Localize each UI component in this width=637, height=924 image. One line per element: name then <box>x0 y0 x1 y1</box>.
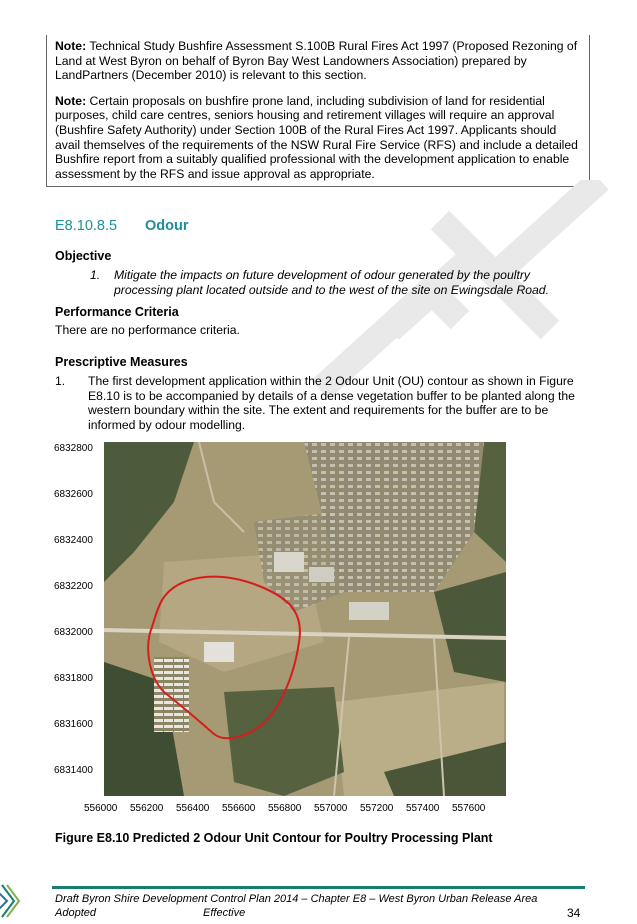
y-tick: 6831600 <box>54 719 93 730</box>
footer-status <box>55 907 585 919</box>
x-tick: 556200 <box>130 803 164 814</box>
prescriptive-item-text: The first development application within the 2 Odour Unit (OU) contour as shown in Figure E8.10 is to be accompanied by details of a dense vegetation buffer to be planted along the western boundary within the site. The extent and requirements for the buffer are to be informed by odour modelling. <box>88 374 575 432</box>
notes-box <box>46 35 590 187</box>
performance-text: There are no performance criteria. <box>55 323 240 337</box>
footer-adopted: Adopted <box>55 907 96 919</box>
performance-heading: Performance Criteria <box>55 305 179 319</box>
y-tick: 6832200 <box>54 581 93 592</box>
section-number: E8.10.8.5 <box>55 218 118 234</box>
objective-item-text: Mitigate the impacts on future development of odour generated by the poultry processing plant located outside and to the west of the site on Ewingsdale Road. <box>114 268 549 297</box>
x-tick: 557600 <box>452 803 486 814</box>
footer-rule <box>52 886 585 889</box>
x-tick: 557200 <box>360 803 394 814</box>
objective-item-number: 1. <box>90 268 101 282</box>
x-tick: 557000 <box>314 803 348 814</box>
council-logo-icon <box>0 881 22 921</box>
x-tick: 556000 <box>84 803 118 814</box>
y-tick: 6831800 <box>54 673 93 684</box>
x-tick: 556600 <box>222 803 256 814</box>
section-title: Odour <box>145 218 189 234</box>
note-bushfire-study: Note: Technical Study Bushfire Assessment S.100B Rural Fires Act 1997 (Proposed Rezoning of Land at West Byron on behalf of Byron Bay West Landowners Association) prepared by LandPartners (December 2010) is relevant to this section. <box>55 39 578 83</box>
x-tick: 557400 <box>406 803 440 814</box>
note-bushfire-approval: Note: Certain proposals on bushfire prone land, including subdivision of land for residential purposes, child care centres, seniors housing and retirement villages will require an approval (Bushfire Safety Authority) under Section 100B of the Rural Fires Act 1997. Applicants should avail themselves of the requirements of the NSW Rural Fire Service (RFS) and include a detailed Bushfire report from a suitably qualified professional with the development application to enable assessment by the RFS and issue approval as appropriate. <box>55 93 578 181</box>
page-number: 34 <box>567 906 581 920</box>
figure-caption: Figure E8.10 Predicted 2 Odour Unit Contour for Poultry Processing Plant <box>55 831 493 845</box>
y-tick: 6832400 <box>54 535 93 546</box>
x-tick: 556800 <box>268 803 302 814</box>
prescriptive-heading: Prescriptive Measures <box>55 355 188 369</box>
footer-document-title: Draft Byron Shire Development Control Plan 2014 – Chapter E8 – West Byron Urban Release Area <box>55 893 538 905</box>
objective-heading: Objective <box>55 249 112 263</box>
y-tick: 6832000 <box>54 627 93 638</box>
y-tick: 6831400 <box>54 765 93 776</box>
y-tick: 6832800 <box>54 443 93 454</box>
x-tick: 556400 <box>176 803 210 814</box>
section-heading <box>55 218 189 234</box>
footer-effective: Effective <box>203 907 246 919</box>
y-tick: 6832600 <box>54 489 93 500</box>
aerial-photo <box>104 442 506 796</box>
aerial-map <box>104 442 506 796</box>
prescriptive-item-number: 1. <box>55 374 66 388</box>
